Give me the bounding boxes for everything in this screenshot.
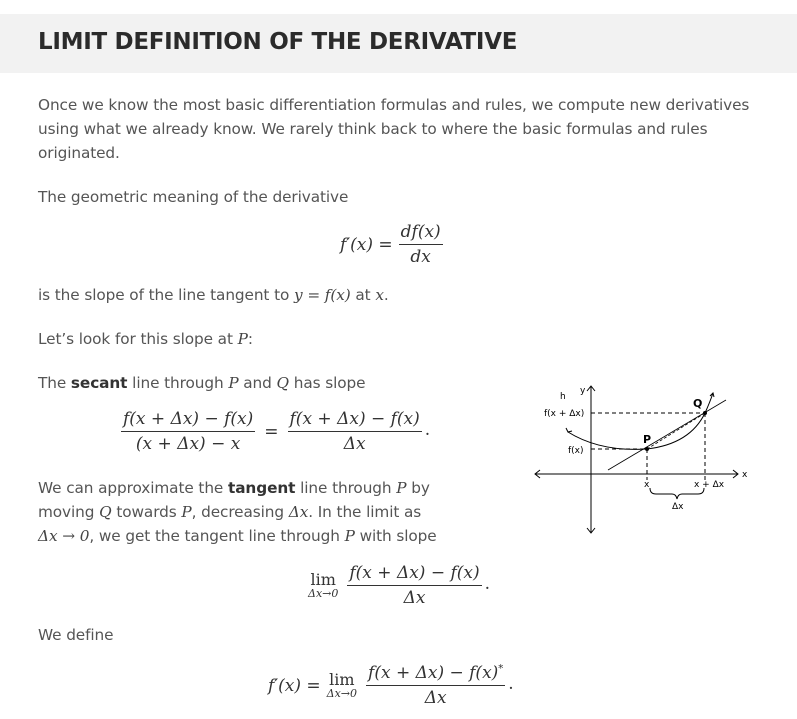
intro-paragraph: Once we know the most basic differentiation formulas and rules, we compute new derivatives using what we already know. We rarely think back to where the basic formulas and rules originated. <box>38 96 750 162</box>
tangent-bold: tangent <box>228 479 296 497</box>
secant-line <box>608 400 726 470</box>
svg-text:x: x <box>742 470 748 480</box>
eq1-lhs: f′(x) = <box>340 234 393 255</box>
tangent-line <box>647 413 705 449</box>
secant-paragraph: The secant line through P and Q has slope <box>38 374 366 392</box>
svg-text:f(x): f(x) <box>568 446 584 456</box>
point-p <box>645 447 649 451</box>
svg-text:x: x <box>644 480 650 490</box>
equation-limit-slope: lim Δx→0 $\frac{f(x + \Delta x) - f(x)}{\Delta x}$ . <box>308 563 491 608</box>
secant-bold: secant <box>70 374 128 392</box>
point-q <box>703 411 707 415</box>
approx-paragraph: We can approximate the tangent line through P by moving Q towards P, decreasing Δx. In the limit as Δx → 0, we get the tangent line through P with slope <box>38 479 437 545</box>
svg-text:y: y <box>580 386 586 396</box>
svg-text:Q: Q <box>693 397 703 410</box>
geometric-paragraph: The geometric meaning of the derivative <box>38 188 349 206</box>
look-paragraph: Let’s look for this slope at P: <box>38 330 253 348</box>
svg-text:x + Δx: x + Δx <box>694 480 725 490</box>
eq1-denominator: dx <box>410 247 431 267</box>
equation-secant-slope: $\frac{f(x + \Delta x) - f(x)}{(x + \Delta x) - x}$ = $\frac{f(x + \Delta x) - f(x)}{\Delta x}$ . <box>123 409 431 454</box>
svg-text:Δx: Δx <box>672 502 684 512</box>
page-title: LIMIT DEFINITION OF THE DERIVATIVE <box>38 29 518 55</box>
equation-limit-definition: f′(x) = lim Δx→0 $\frac{f(x + \Delta x) - f(x)^*}{\Delta x}$ . <box>268 663 514 708</box>
svg-text:f(x + Δx): f(x + Δx) <box>544 409 585 419</box>
svg-text:h: h <box>560 392 566 402</box>
equation-derivative-notation <box>340 222 446 267</box>
math-y-equals-fx: y = f(x) <box>294 286 351 304</box>
secant-tangent-diagram <box>530 380 760 540</box>
define-paragraph: We define <box>38 626 114 644</box>
eq1-numerator: df(x) <box>399 222 443 245</box>
svg-text:P: P <box>643 433 652 446</box>
slope-paragraph: is the slope of the line tangent to y = f(x) at x. <box>38 286 389 304</box>
